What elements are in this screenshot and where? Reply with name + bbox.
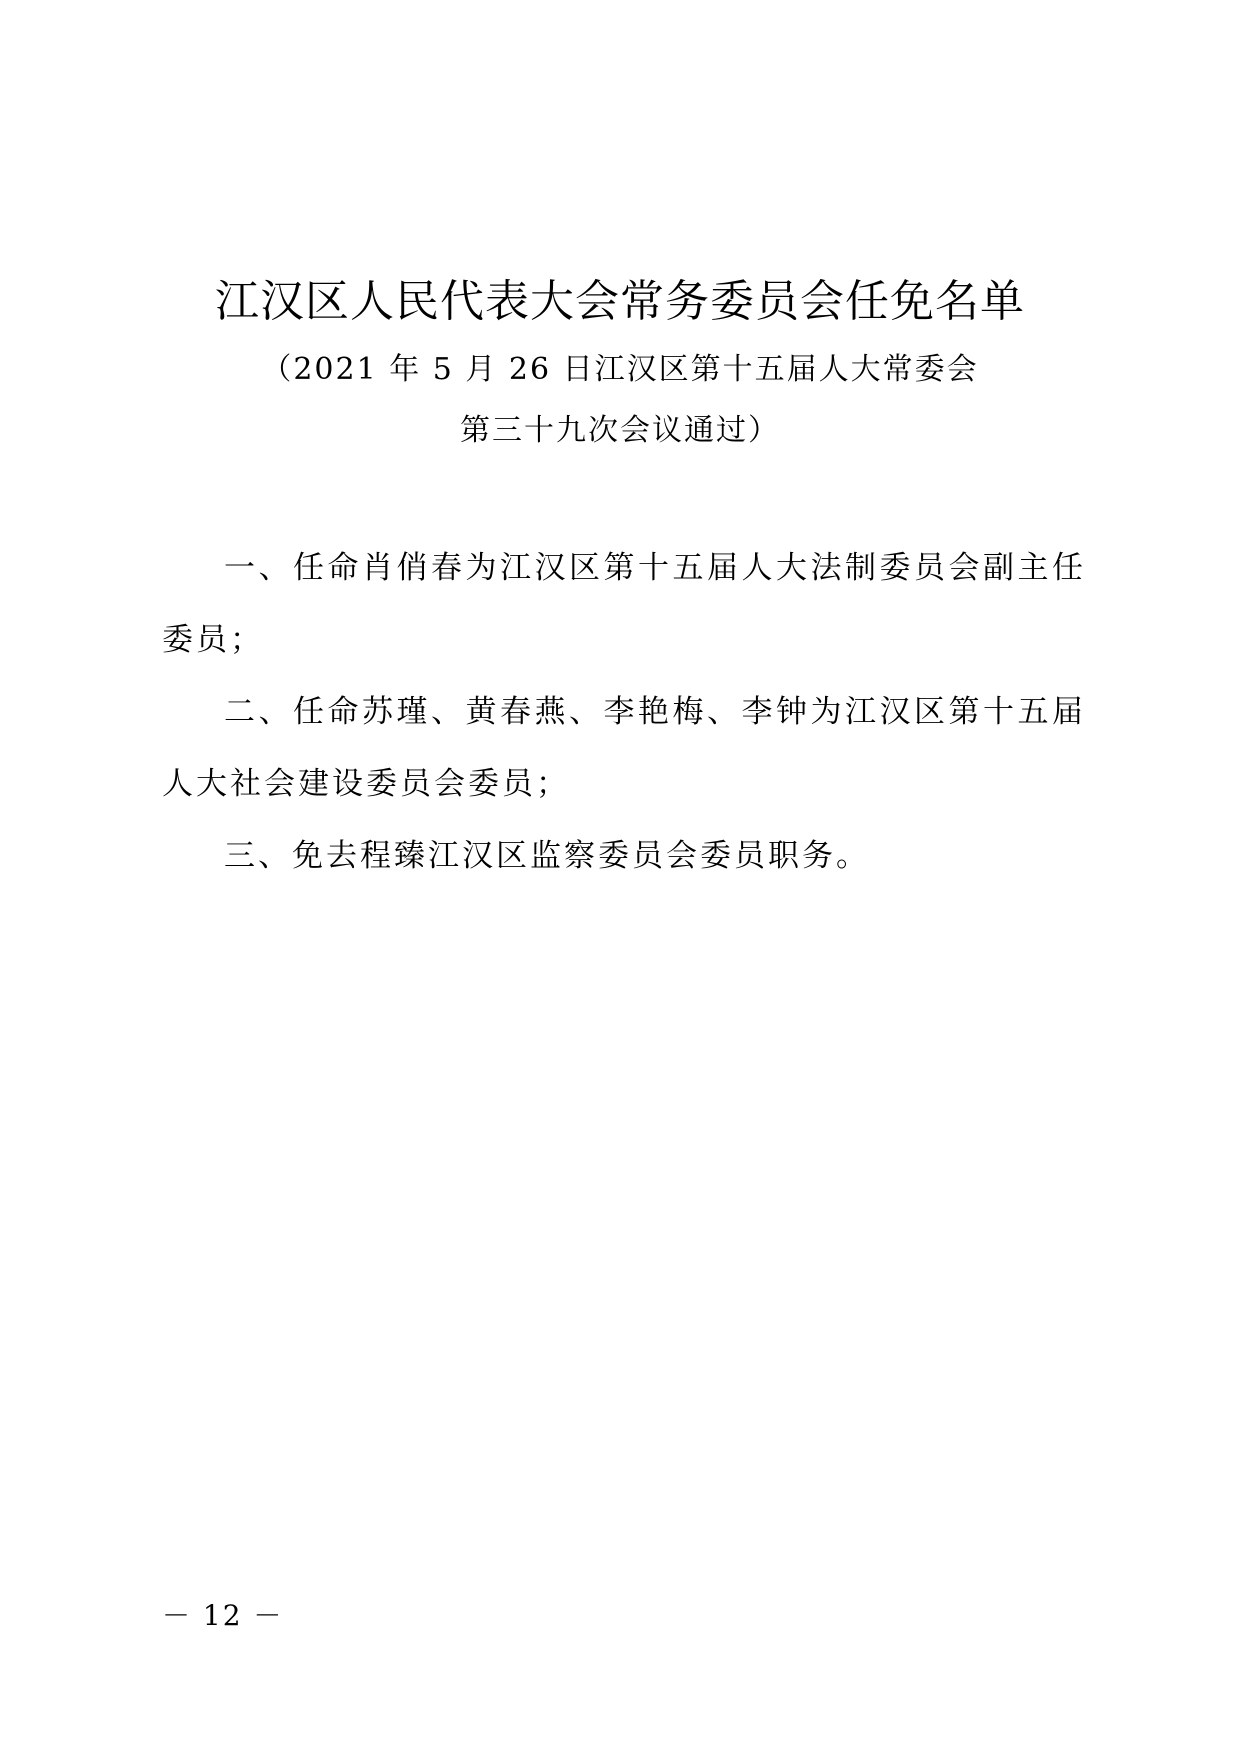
meeting-session-line: 第三十九次会议通过） bbox=[460, 413, 780, 448]
appointment-list bbox=[162, 532, 1086, 892]
appointment-item-1: 一、任命肖俏春为江汉区第十五届人大法制委员会副主任委员； bbox=[162, 550, 1086, 658]
meeting-date-line: （2021 年 5 月 26 日江汉区第十五届人大常委会 bbox=[261, 352, 979, 387]
appointment-item-3: 三、免去程臻江汉区监察委员会委员职务。 bbox=[224, 838, 870, 874]
page-title: 江汉区人民代表大会常务委员会任免名单 bbox=[215, 276, 1025, 327]
appointment-item-2: 二、任命苏瑾、黄春燕、李艳梅、李钟为江汉区第十五届人大社会建设委员会委员； bbox=[162, 694, 1086, 802]
page-number: － 12 － bbox=[162, 1599, 284, 1632]
